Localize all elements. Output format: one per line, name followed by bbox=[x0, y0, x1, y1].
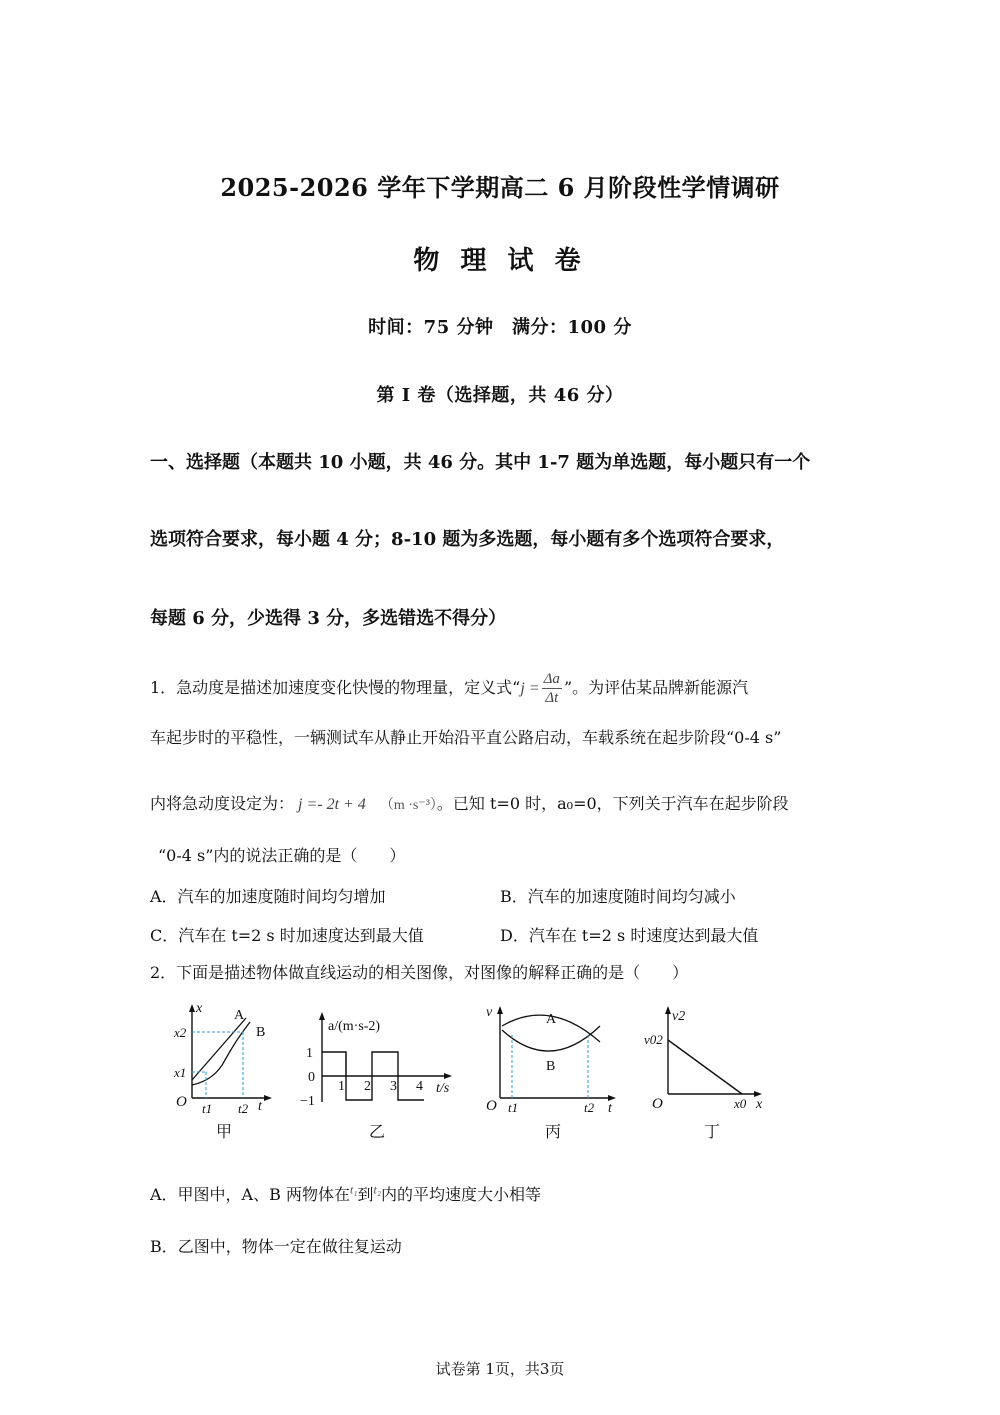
jia-x1-label: x1 bbox=[174, 1065, 187, 1080]
jia-t1-label: t1 bbox=[202, 1101, 213, 1116]
question-2-stem: 2．下面是描述物体做直线运动的相关图像，对图像的解释正确的是（ ） bbox=[150, 963, 689, 982]
q2-option-b[interactable]: B．乙图中，物体一定在做往复运动 bbox=[150, 1237, 402, 1256]
q2-option-a-t2: t₂ bbox=[373, 1182, 382, 1197]
jerk-symbol: j = bbox=[520, 680, 540, 697]
q1-option-d[interactable]: D．汽车在 t=2 s 时速度达到最大值 bbox=[500, 926, 759, 945]
q2-option-a-text3: 内的平均速度大小相等 bbox=[381, 1185, 542, 1204]
jia-curve-b-label: B bbox=[256, 1025, 266, 1040]
yi-ytick-1: 1 bbox=[306, 1046, 313, 1061]
figure-jia-graph bbox=[170, 1000, 280, 1118]
section-instruction-line3: 每题 6 分，少选得 3 分，多选错选不得分） bbox=[150, 608, 507, 629]
q2-option-a-text1: A．甲图中，A、B 两物体在 bbox=[150, 1185, 350, 1204]
jia-origin: O bbox=[176, 1094, 187, 1110]
bing-t2-label: t2 bbox=[584, 1100, 595, 1115]
jia-curve-a-label: A bbox=[234, 1008, 245, 1023]
figure-bing-caption: 丙 bbox=[544, 1122, 561, 1141]
figure-ding-caption: 丁 bbox=[703, 1122, 720, 1141]
figure-yi-graph bbox=[296, 1010, 466, 1110]
bing-axis-x: t bbox=[608, 1101, 612, 1116]
figure-yi-caption: 乙 bbox=[368, 1122, 385, 1141]
ding-axis-x: x bbox=[756, 1097, 763, 1112]
q1-option-c[interactable]: C．汽车在 t=2 s 时加速度达到最大值 bbox=[150, 926, 424, 945]
figure-jia-caption: 甲 bbox=[215, 1122, 232, 1141]
bing-curve-b-label: B bbox=[546, 1059, 556, 1074]
q2-option-a-text2: 到 bbox=[357, 1185, 374, 1204]
jerk-fraction bbox=[542, 670, 562, 707]
ding-origin: O bbox=[652, 1096, 663, 1112]
jia-t2-label: t2 bbox=[238, 1101, 249, 1116]
question-1-line1 bbox=[150, 670, 870, 707]
jia-axis-y: x bbox=[196, 1001, 203, 1016]
figure-bing-graph bbox=[484, 1002, 624, 1118]
fraction-denominator: Δt bbox=[545, 690, 559, 706]
jia-axis-x: t bbox=[258, 1099, 262, 1114]
q2-option-a[interactable] bbox=[150, 1182, 541, 1205]
question-1-line2: 车起步时的平稳性，一辆测试车从静止开始沿平直公路启动，车载系统在起步阶段“0-4 s” bbox=[150, 728, 782, 747]
bing-curve-a-label: A bbox=[546, 1012, 557, 1027]
yi-axis-y: a/(m·s-2) bbox=[328, 1019, 381, 1034]
jerk-unit: （m ·s⁻³） bbox=[379, 798, 437, 813]
subject-title: 物 理 试 卷 bbox=[413, 246, 587, 276]
ding-axis-y: v2 bbox=[672, 1009, 686, 1024]
bing-origin: O bbox=[486, 1098, 497, 1114]
section-instruction-line1: 一、选择题（本题共 10 小题，共 46 分。其中 1-7 题为单选题，每小题只有一个 bbox=[150, 452, 811, 473]
yi-axis-x: t/s bbox=[436, 1081, 450, 1096]
yi-ytick-neg1: −1 bbox=[300, 1094, 315, 1109]
jia-x2-label: x2 bbox=[174, 1025, 187, 1040]
q1-text-d: 。已知 t=0 时，a₀=0，下列关于汽车在起步阶段 bbox=[436, 794, 789, 813]
exam-title: 2025-2026 学年下学期高二 6 月阶段性学情调研 bbox=[220, 173, 780, 202]
q1-option-b[interactable]: B．汽车的加速度随时间均匀减小 bbox=[500, 887, 736, 906]
section-instruction-line2: 选项符合要求，每小题 4 分；8-10 题为多选题，每小题有多个选项符合要求， bbox=[150, 529, 785, 550]
question-1-line4: “0-4 s”内的说法正确的是（ ） bbox=[158, 846, 406, 865]
q1-text-c: 内将急动度设定为： bbox=[150, 794, 295, 813]
q1-option-a[interactable]: A．汽车的加速度随时间均匀增加 bbox=[150, 887, 386, 906]
yi-ytick-0: 0 bbox=[308, 1070, 315, 1085]
ding-v0sq-label: v02 bbox=[644, 1032, 663, 1047]
ding-x0-label: x0 bbox=[734, 1096, 747, 1111]
yi-xtick-3: 3 bbox=[390, 1079, 397, 1094]
figure-ding-graph bbox=[642, 1002, 772, 1118]
yi-xtick-4: 4 bbox=[416, 1079, 423, 1094]
yi-xtick-2: 2 bbox=[364, 1079, 371, 1094]
page-footer: 试卷第 1页，共3页 bbox=[435, 1360, 565, 1378]
q1-text-b: ”。为评估某品牌新能源汽 bbox=[563, 678, 749, 697]
bing-t1-label: t1 bbox=[508, 1100, 519, 1115]
q1-text-a: 1．急动度是描述加速度变化快慢的物理量，定义式“ bbox=[150, 678, 521, 697]
time-info: 时间：75 分钟 满分：100 分 bbox=[368, 317, 632, 338]
volume-heading: 第 I 卷（选择题，共 46 分） bbox=[376, 385, 624, 406]
question-1-line3 bbox=[150, 793, 870, 817]
fraction-numerator: Δa bbox=[543, 671, 560, 687]
q2-option-a-t1: t₁ bbox=[349, 1182, 358, 1197]
jerk-formula: j =- 2t + 4 bbox=[298, 796, 366, 813]
yi-xtick-1: 1 bbox=[338, 1079, 345, 1094]
bing-axis-y: v bbox=[486, 1005, 493, 1020]
